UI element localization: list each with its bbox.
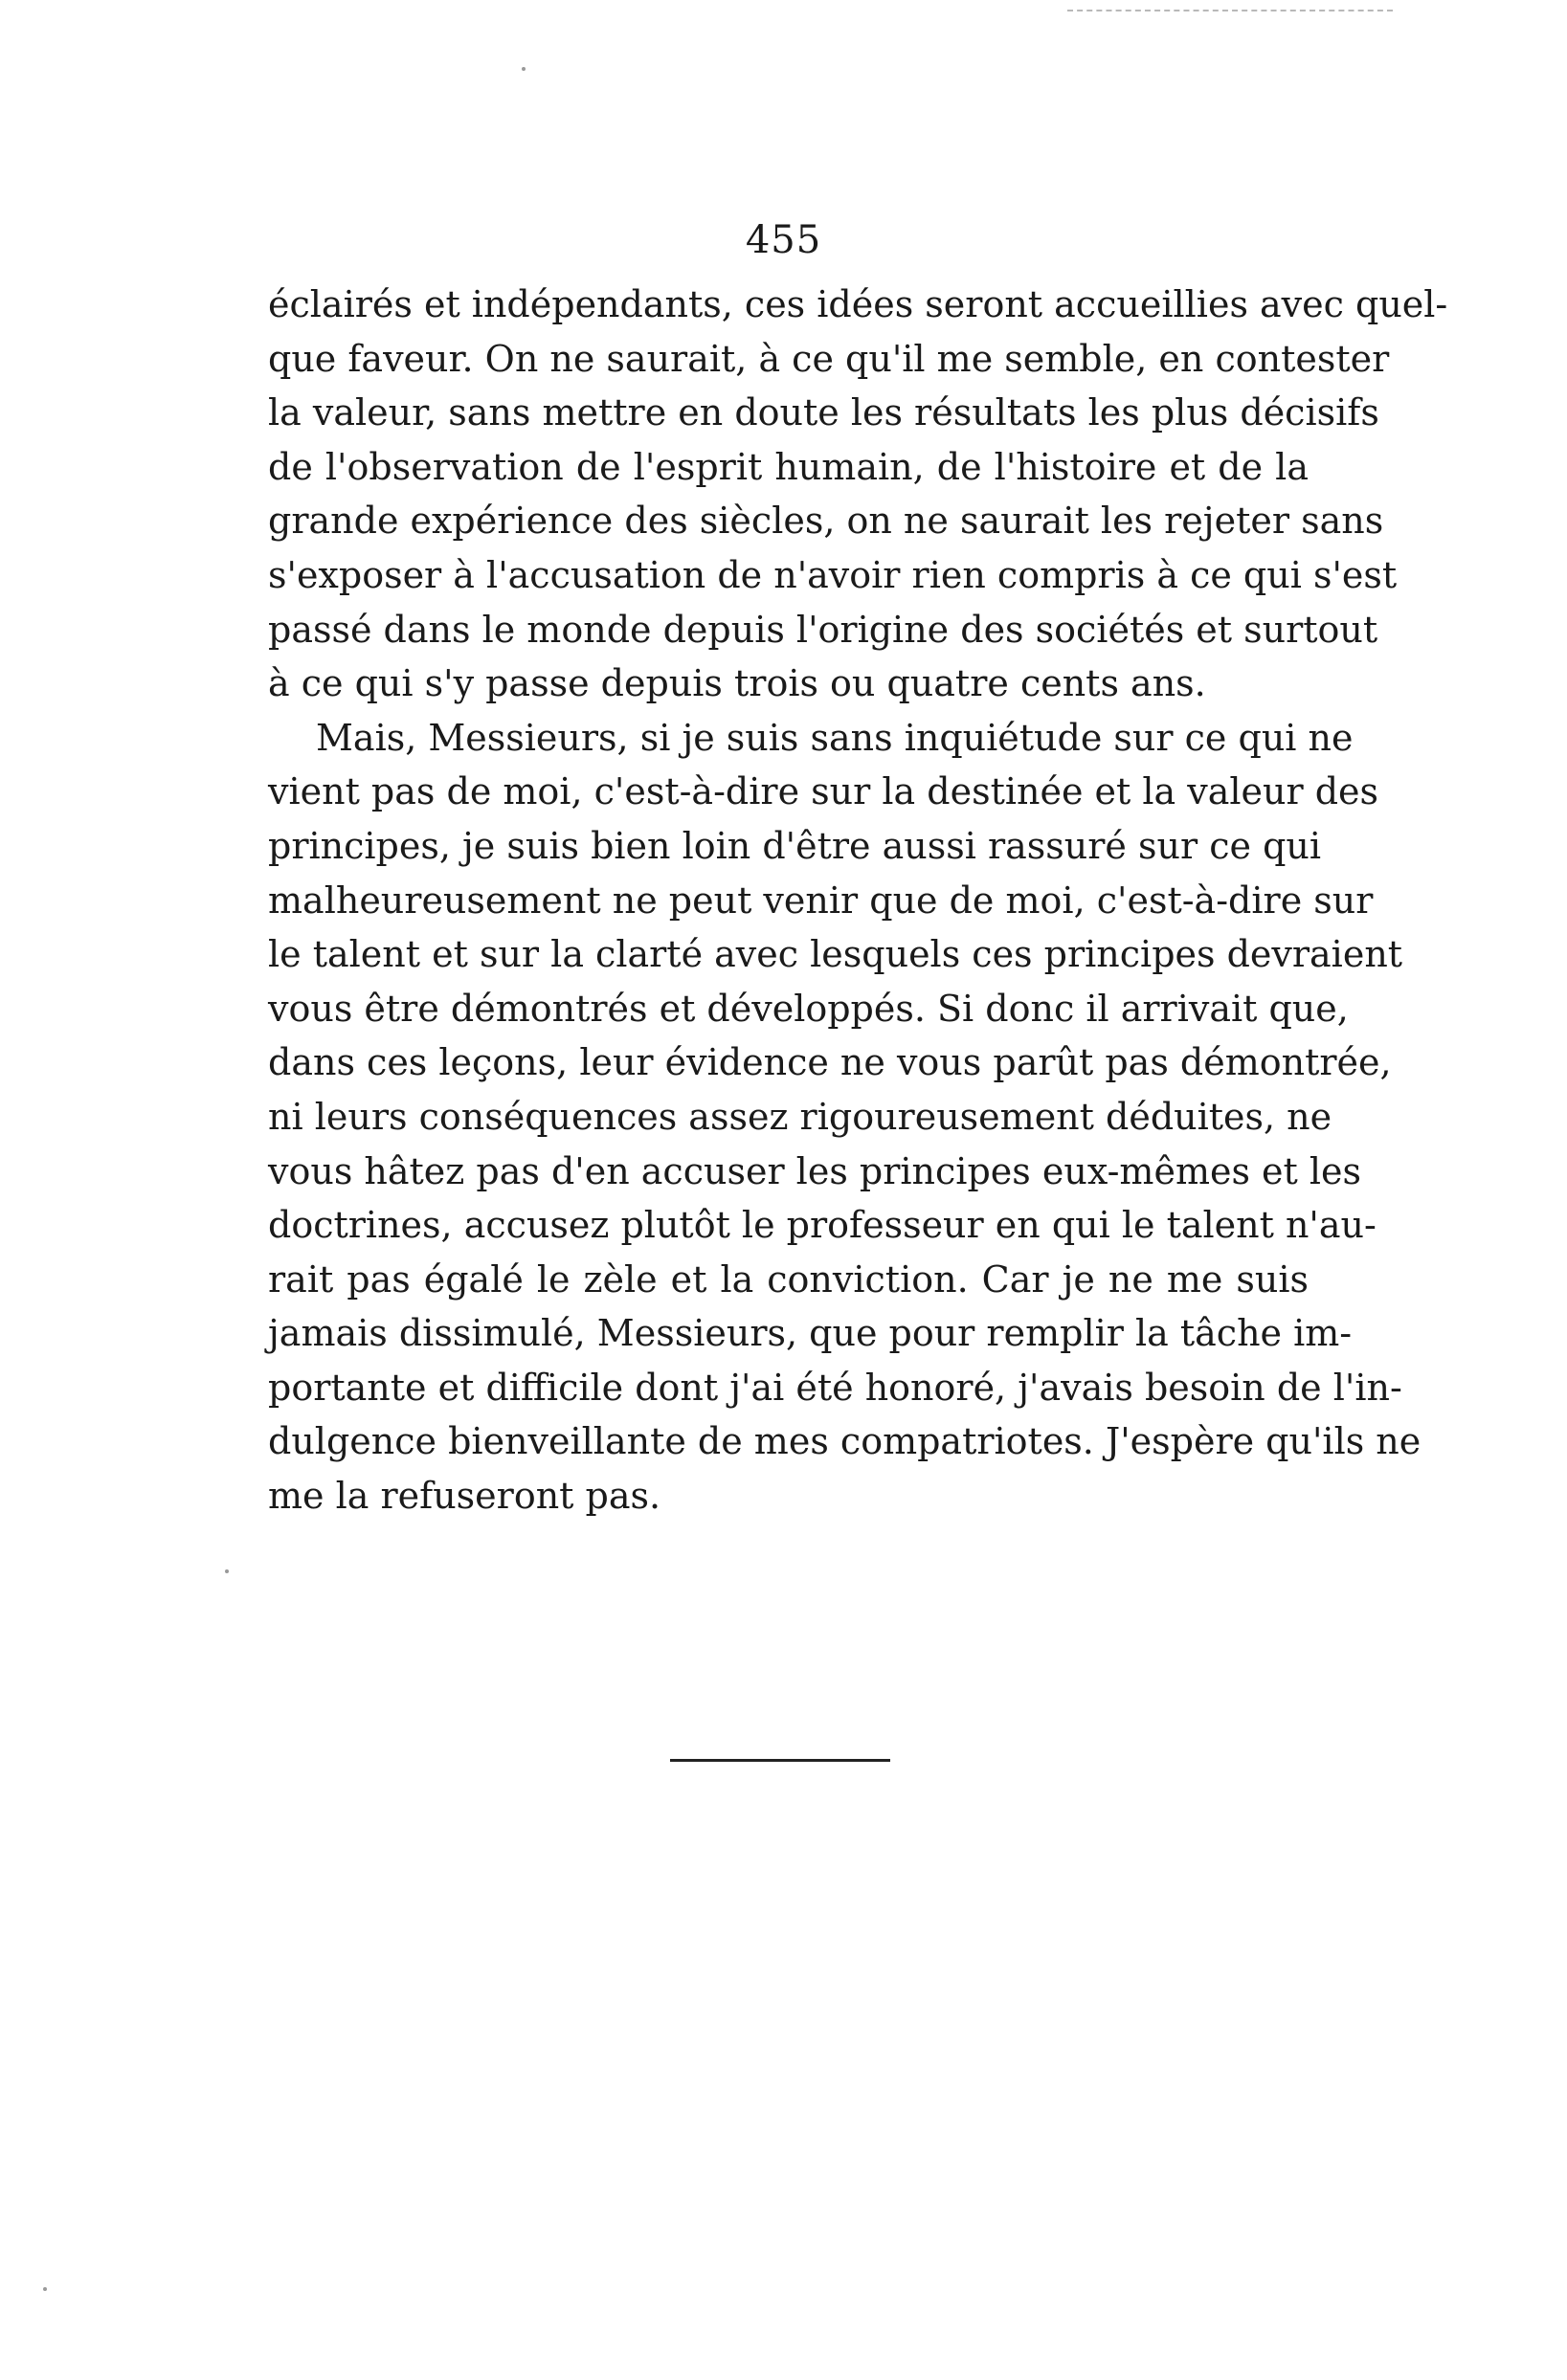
text-line: grande expérience des siècles, on ne saurait les rejeter sans — [268, 500, 1384, 543]
page-number: 455 — [745, 218, 822, 262]
text-line: de l'observation de l'esprit humain, de l'histoire et de la — [268, 445, 1309, 488]
text-line: la valeur, sans mettre en doute les résultats les plus décisifs — [268, 391, 1379, 434]
text-line: passé dans le monde depuis l'origine des sociétés et surtout — [268, 608, 1378, 651]
top-scan-rule — [1067, 10, 1393, 11]
text-line: dulgence bienveillante de mes compatriotes. J'espère qu'ils ne — [268, 1420, 1421, 1463]
text-line: vous hâtez pas d'en accuser les principes eux-mêmes et les — [268, 1149, 1362, 1192]
text-line: portante et difficile dont j'ai été honoré, j'avais besoin de l'in- — [268, 1366, 1402, 1409]
text-line: que faveur. On ne saurait, à ce qu'il me semble, en contester — [268, 337, 1390, 380]
text-line: me la refuseront pas. — [268, 1475, 661, 1518]
paper-speck — [43, 2287, 47, 2291]
text-line: vous être démontrés et développés. Si donc il arrivait que, — [268, 987, 1349, 1030]
paragraph-1 — [268, 278, 1448, 711]
paper-speck — [522, 67, 526, 71]
paragraph-2 — [268, 711, 1421, 1524]
text-line: Mais, Messieurs, si je suis sans inquiétude sur ce qui ne — [316, 716, 1354, 759]
text-line: vient pas de moi, c'est-à-dire sur la destinée et la valeur des — [268, 770, 1379, 813]
text-line: éclairés et indépendants, ces idées seront accueillies avec quel- — [268, 283, 1448, 325]
body-text — [268, 278, 1448, 1524]
text-line: doctrines, accusez plutôt le professeur en qui le talent n'au- — [268, 1204, 1377, 1247]
text-line: s'exposer à l'accusation de n'avoir rien compris à ce qui s'est — [268, 553, 1398, 596]
end-rule — [670, 1759, 890, 1762]
text-line: rait pas égalé le zèle et la conviction. Car je ne me suis — [268, 1257, 1309, 1301]
text-line: jamais dissimulé, Messieurs, que pour remplir la tâche im- — [268, 1312, 1353, 1355]
paper-speck — [225, 1569, 229, 1573]
text-line: principes, je suis bien loin d'être aussi rassuré sur ce qui — [268, 824, 1322, 867]
text-line: ni leurs conséquences assez rigoureusement déduites, ne — [268, 1095, 1332, 1138]
text-line: à ce qui s'y passe depuis trois ou quatre cents ans. — [268, 662, 1206, 705]
text-line: le talent et sur la clarté avec lesquels ces principes devraient — [268, 933, 1403, 976]
text-line: malheureusement ne peut venir que de moi, c'est-à-dire sur — [268, 879, 1374, 922]
text-line: dans ces leçons, leur évidence ne vous parût pas démontrée, — [268, 1041, 1392, 1084]
